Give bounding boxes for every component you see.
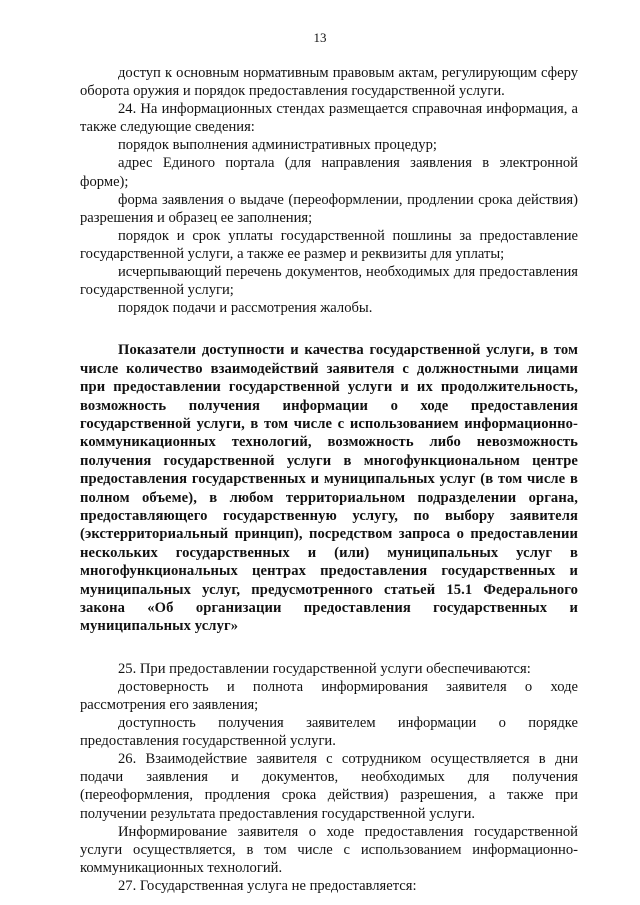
page-number: 13 xyxy=(313,30,327,45)
document-body xyxy=(80,64,578,895)
list-item: порядок выполнения административных процедур; xyxy=(118,137,437,154)
top-section xyxy=(80,64,578,317)
paragraph-access-acts: доступ к основным нормативным правовым актам, регулирующим сферу оборота оружия и порядок предоставления государственной услуги. xyxy=(80,65,578,100)
list-item: порядок подачи и рассмотрения жалобы. xyxy=(118,300,373,317)
bottom-section xyxy=(80,660,578,895)
list-item: достоверность и полнота информирования заявителя о ходе рассмотрения его заявления; xyxy=(80,678,578,713)
paragraph-item-27: 27. Государственная услуга не предоставляется: xyxy=(118,877,417,894)
list-item: форма заявления о выдаче (переоформлении, продлении срока действия) разрешения и образец ее заполнения; xyxy=(80,191,578,226)
list-item: исчерпывающий перечень документов, необходимых для предоставления государственной услуги; xyxy=(80,264,578,299)
list-item: адрес Единого портала (для направления заявления в электронной форме); xyxy=(80,155,578,190)
paragraph-item-25: 25. При предоставлении государственной услуги обеспечиваются: xyxy=(118,660,531,677)
list-item: доступность получения заявителем информации о порядке предоставления государственной услуги. xyxy=(80,715,578,750)
paragraph-informing: Информирование заявителя о ходе предоставления государственной услуги осуществляется, в том числе с использованием информационно-коммуникационных технологий. xyxy=(80,823,578,876)
list-item: порядок и срок уплаты государственной пошлины за предоставление государственной услуги, а также ее размер и реквизиты для уплаты; xyxy=(80,227,578,262)
paragraph-item-26: 26. Взаимодействие заявителя с сотрудником осуществляется в дни подачи заявления и документов, необходимых для получения (переоформления, продления срока действия) разрешения, а также при получении результата предоставления государственной услуги. xyxy=(80,751,578,822)
paragraph-item-24: 24. На информационных стендах размещается справочная информация, а также следующие сведения: xyxy=(80,101,578,136)
section-heading: Показатели доступности и качества государственной услуги, в том числе количество взаимодействий заявителя с должностными лицами при предоставлении государственной услуги и их продолжительность, возможность получения информации о ходе предоставления государственной услуги, в том числе с использованием информационно-коммуникационных технологий, возможность либо невозможность получения государственной услуги в многофункциональном центре предоставления государственных и муниципальных услуг (в том числе в полном объеме), в любом территориальном подразделении органа, предоставляющего государственную услугу, по выбору заявителя (экстерриториальный принцип), посредством запроса о предоставлении нескольких государственных и (или) муниципальных услуг в многофункциональных центрах предоставления государственных и муниципальных услуг, предусмотренного статьей 15.1 Федерального закона «Об организации предоставления государственных и муниципальных услуг» xyxy=(80,342,578,635)
